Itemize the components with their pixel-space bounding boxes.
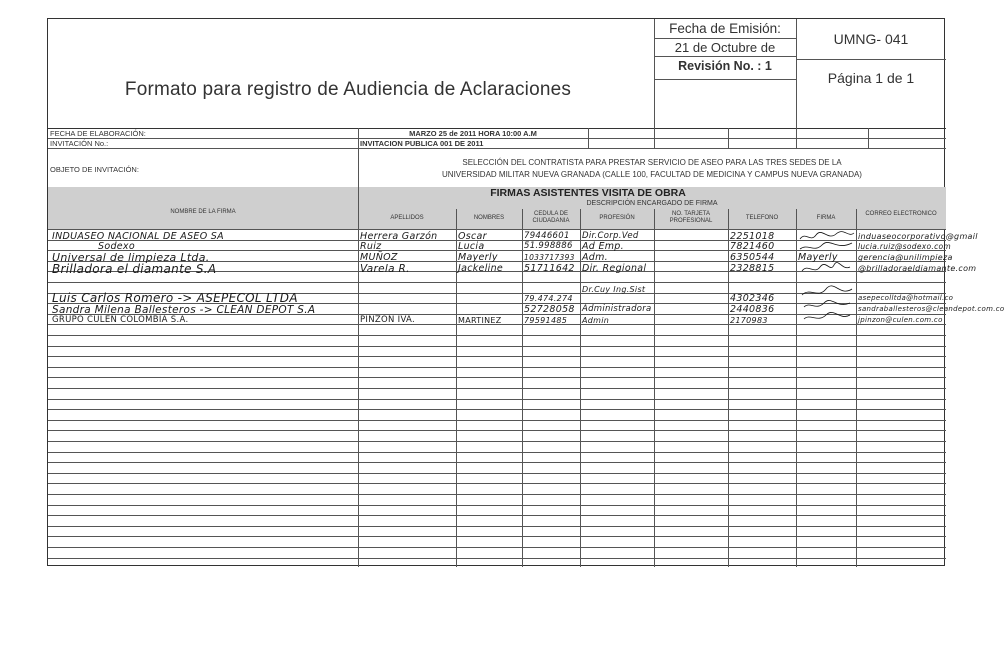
entry-cedula: 79.474.274 (524, 294, 573, 303)
table-row-line (48, 335, 946, 336)
objeto-line-2: UNIVERSIDAD MILITAR NUEVA GRANADA (CALLE 100, FACULTAD DE MEDICINA Y CAMPUS NUEVA GRANADA) (442, 170, 862, 179)
entry-firma: INDUASEO NACIONAL DE ASEO SA (52, 231, 224, 242)
entry-profesion: Administradora (582, 304, 652, 314)
entry-nombres: Mayerly (458, 252, 498, 263)
table-row-line (48, 399, 946, 400)
entry-firma: Sodexo (98, 241, 135, 252)
entry-nombres: Oscar (458, 231, 487, 242)
entry-apellidos: Ruiz (360, 241, 382, 252)
table-row-line (48, 430, 946, 431)
fecha-emision-value: 21 de Octubre de (674, 40, 776, 55)
entry-apellidos: Varela R. (360, 263, 410, 275)
entry-telefono: 2328815 (730, 263, 775, 274)
entry-cedula: 1033717393 (524, 253, 575, 262)
entry-telefono: 2440836 (730, 304, 775, 315)
signature-scribble (804, 312, 850, 319)
signature-scribble (800, 232, 854, 239)
table-row-line (48, 367, 946, 368)
section-title: FIRMAS ASISTENTES VISITA DE OBRA (490, 187, 686, 199)
table-row-line (48, 420, 946, 421)
entry-correo: jpinzon@culen.com.co (858, 316, 943, 324)
signature-scribble (800, 242, 852, 249)
entry-nombres: Jackeline (458, 263, 504, 274)
signature-scribble (802, 286, 852, 295)
invitacion-label: INVITACIÓN No.: (50, 139, 109, 148)
entry-cedula: 51711642 (524, 263, 575, 274)
objeto-label: OBJETO DE INVITACIÓN: (50, 165, 139, 174)
entry-apellidos: Herrera Garzón (360, 231, 438, 242)
entry-correo: sandraballesteros@cleandepot.com.co (858, 305, 1005, 313)
entry-correo: asepecolltda@hotmail.co (858, 294, 954, 302)
col-telefono: TELEFONO (745, 215, 779, 221)
col-tarjeta: NO. TARJETA PROFESIONAL (669, 211, 713, 224)
table-row-line (48, 515, 946, 516)
signature-scribble (804, 300, 850, 307)
entry-apellidos: PINZON IVA. (360, 315, 416, 325)
col-correo: CORREO ELECTRONICO (865, 211, 937, 217)
fecha-elaboracion-label: FECHA DE ELABORACIÓN: (50, 129, 146, 138)
entry-cedula: 52728058 (524, 304, 575, 315)
table-row-line (48, 558, 946, 559)
entry-telefono: 2251018 (730, 231, 775, 242)
entry-profesion: Ad Emp. (582, 241, 624, 252)
entry-profesion: Dr.Cuy Ing.Sist (582, 285, 646, 294)
revision-number: Revisión No. : 1 (678, 59, 772, 73)
entry-profesion: Dir. Regional (582, 263, 647, 274)
fecha-elaboracion-value: MARZO 25 de 2011 HORA 10:00 A.M (409, 129, 537, 138)
objeto-line-1: SELECCIÓN DEL CONTRATISTA PARA PRESTAR SERVICIO DE ASEO PARA LAS TRES SEDES DE LA (462, 158, 842, 167)
entry-nombres: Lucia (458, 241, 485, 252)
fecha-emision-label: Fecha de Emisión: (669, 21, 781, 36)
signatures-overlay (796, 229, 856, 329)
entry-correo: @brilladoraeldiamante.com (858, 264, 977, 273)
entry-firma: Universal de limpieza Ltda. (52, 251, 210, 264)
col-nombre-firma: NOMBRE DE LA FIRMA (170, 209, 236, 215)
table-row-line (48, 441, 946, 442)
col-nombres: NOMBRES (473, 215, 505, 221)
entry-nombres: MARTINEZ (458, 316, 502, 325)
entry-firma: Sandra Milena Ballesteros -> CLEAN DEPOT S.A (52, 304, 316, 316)
signature-scribble (802, 262, 850, 271)
entry-telefono: 7821460 (730, 241, 775, 252)
table-row-line (48, 483, 946, 484)
page-number: Página 1 de 1 (827, 70, 915, 86)
table-row-line (48, 494, 946, 495)
table-row-line (48, 536, 946, 537)
entry-apellidos: MUÑOZ (360, 252, 398, 263)
entry-signature: Mayerly (798, 252, 838, 263)
entry-firma: Brilladora el diamante S.A (52, 262, 217, 276)
entry-cedula: 79446601 (524, 231, 570, 241)
entry-firma: Luis Carlos Romero -> ASEPECOL LTDA (52, 291, 298, 305)
table-row-line (48, 377, 946, 378)
table-row-line (48, 473, 946, 474)
entry-cedula: 51.998886 (524, 241, 573, 251)
entry-profesion: Admin (582, 316, 610, 325)
col-firma: FIRMA (816, 215, 836, 221)
entry-profesion: Adm. (582, 252, 609, 263)
invitacion-value: INVITACION PUBLICA 001 DE 2011 (360, 139, 484, 148)
entry-correo: gerencia@unilimpieza (858, 253, 953, 262)
entry-telefono: 4302346 (730, 293, 775, 304)
entry-telefono: 6350544 (730, 252, 775, 263)
form-sheet (47, 18, 1005, 566)
table-row-line (48, 346, 946, 347)
entry-correo: induaseocorporativo@gmail (858, 232, 978, 241)
entry-profesion: Dir.Corp.Ved (582, 231, 639, 241)
table-row-line (48, 356, 946, 357)
table-row-line (48, 547, 946, 548)
col-cedula: CEDULA DE CIUDADANIA (532, 211, 570, 224)
table-row-line (48, 388, 946, 389)
table-row-line (48, 505, 946, 506)
entry-correo: lucia.ruiz@sodexo.com (858, 242, 951, 251)
table-row-line (48, 452, 946, 453)
table-row-line (48, 526, 946, 527)
group-header: DESCRIPCIÓN ENCARGADO DE FIRMA (586, 200, 718, 207)
col-profesion: PROFESIÓN (599, 215, 635, 221)
table-row-line (48, 409, 946, 410)
form-code: UMNG- 041 (833, 31, 909, 47)
col-apellidos: APELLIDOS (390, 215, 424, 221)
entry-cedula: 79591485 (524, 316, 568, 325)
table-row-line (48, 462, 946, 463)
entry-telefono: 2170983 (730, 316, 768, 325)
form-title: Formato para registro de Audiencia de Aclaraciones (124, 79, 572, 100)
entry-firma: GRUPO CULEN COLOMBIA S.A. (52, 315, 189, 325)
